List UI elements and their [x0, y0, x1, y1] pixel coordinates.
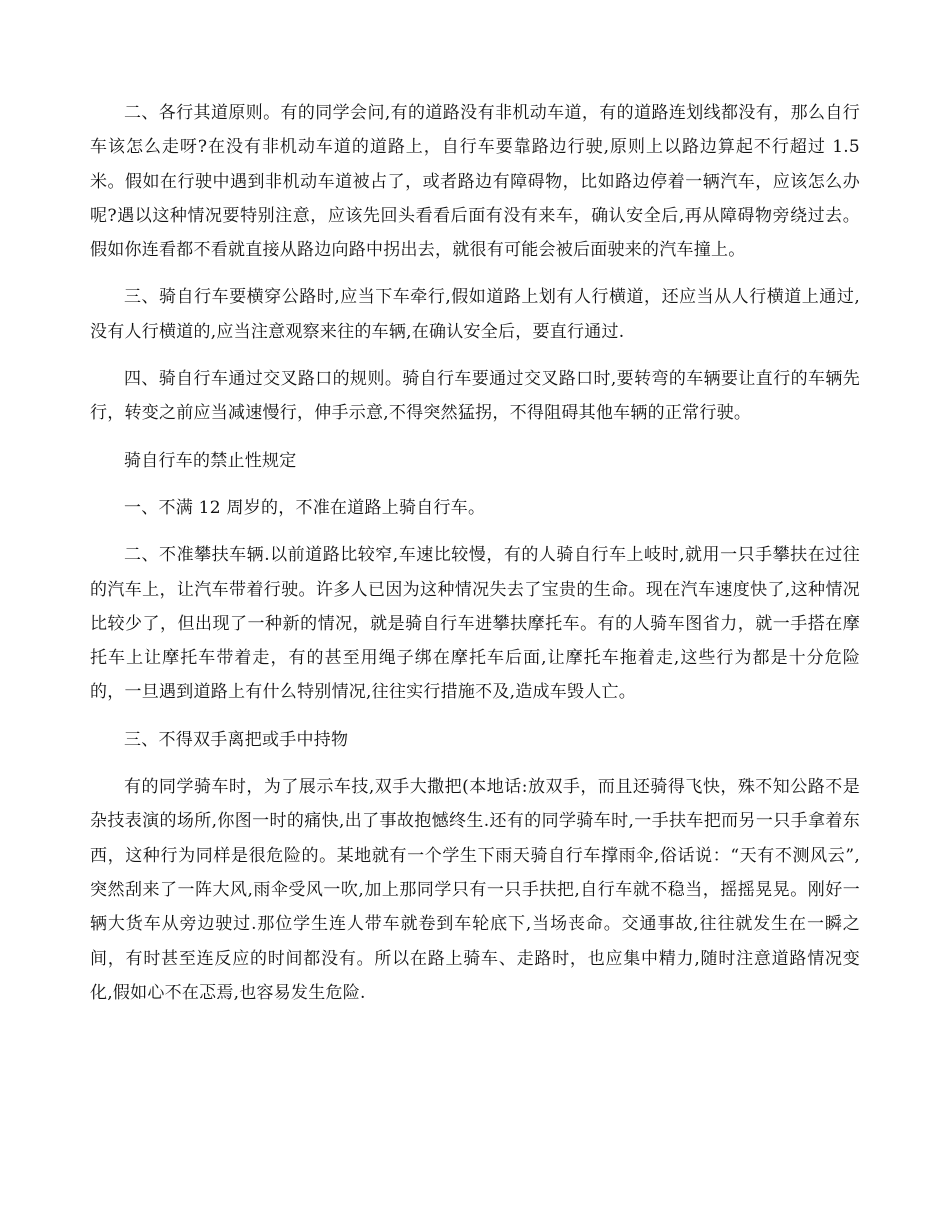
paragraph-age-limit: 一、不满 12 周岁的，不准在道路上骑自行车。: [124, 497, 486, 518]
paragraph-intersection-rule: 四、骑自行车通过交叉路口的规则。骑自行车要通过交叉路口时,要转弯的车辆要让直行的车辆先行，转变之前应当减速慢行，伸手示意,不得突然猛拐，不得阻碍其他车辆的正常行驶。: [90, 369, 860, 424]
paragraph-no-hands-off: 三、不得双手离把或手中持物: [124, 729, 349, 750]
paragraph-crossing-road-rule: 三、骑自行车要横穿公路时,应当下车牵行,假如道路上划有人行横道，还应当从人行横道上通过,没有人行横道的,应当注意观察来往的车辆,在确认安全后，要直行通过.: [90, 287, 860, 342]
paragraph-hands-off-example: 有的同学骑车时，为了展示车技,双手大撒把(本地话:放双手，而且还骑得飞快，殊不知公路不是杂技表演的场所,你图一时的痛快,出了事故抱憾终生.还有的同学骑车时,一手扶车把而另一只手拿着东西，这种行为同样是很危险的。某地就有一个学生下雨天骑自行车撑雨伞,俗话说：“天有不测风云”,突然刮来了一阵大风,雨伞受风一吹,加上那同学只有一只手扶把,自行车就不稳当，摇摇晃晃。刚好一辆大货车从旁边驶过.那位学生连人带车就卷到车轮底下,当场丧命。交通事故,往往就发生在一瞬之间，有时甚至连反应的时间都没有。所以在路上骑车、走路时，也应集中精力,随时注意道路情况变化,假如心不在忑焉,也容易发生危险.: [90, 777, 860, 1003]
paragraph-no-hitching: 二、不准攀扶车辆.以前道路比较窄,车速比较慢，有的人骑自行车上岐时,就用一只手攀扶在过往的汽车上，让汽车带着行驶。许多人已因为这种情况失去了宝贵的生命。现在汽车速度快了,这种情况比较少了，但出现了一种新的情况，就是骑自行车进攀扶摩托车。有的人骑车图省力，就一手搭在摩托车上让摩托车带着走，有的甚至用绳子绑在摩托车后面,让摩托车拖着走,这些行为都是十分危险的，一旦遇到道路上有什么特别情况,往往实行措施不及,造成车毁人亡。: [90, 545, 860, 703]
paragraph-riding-lane-rule: 二、各行其道原则。有的同学会问,有的道路没有非机动车道，有的道路连划线都没有，那么自行车该怎么走呀?在没有非机动车道的道路上，自行车要靠路边行驶,原则上以路边算起不行超过 1.5 米。假如在行驶中遇到非机动车道被占了，或者路边有障碍物，比如路边停着一辆汽车，应该怎么办呢?遇以这种情况要特别注意，应该先回头看看后面有没有来车，确认安全后,再从障碍物旁绕过去。假如你连看都不看就直接从路边向路中拐出去，就很有可能会被后面驶来的汽车撞上。: [90, 103, 860, 261]
section-heading-prohibitions: 骑自行车的禁止性规定: [124, 450, 297, 471]
